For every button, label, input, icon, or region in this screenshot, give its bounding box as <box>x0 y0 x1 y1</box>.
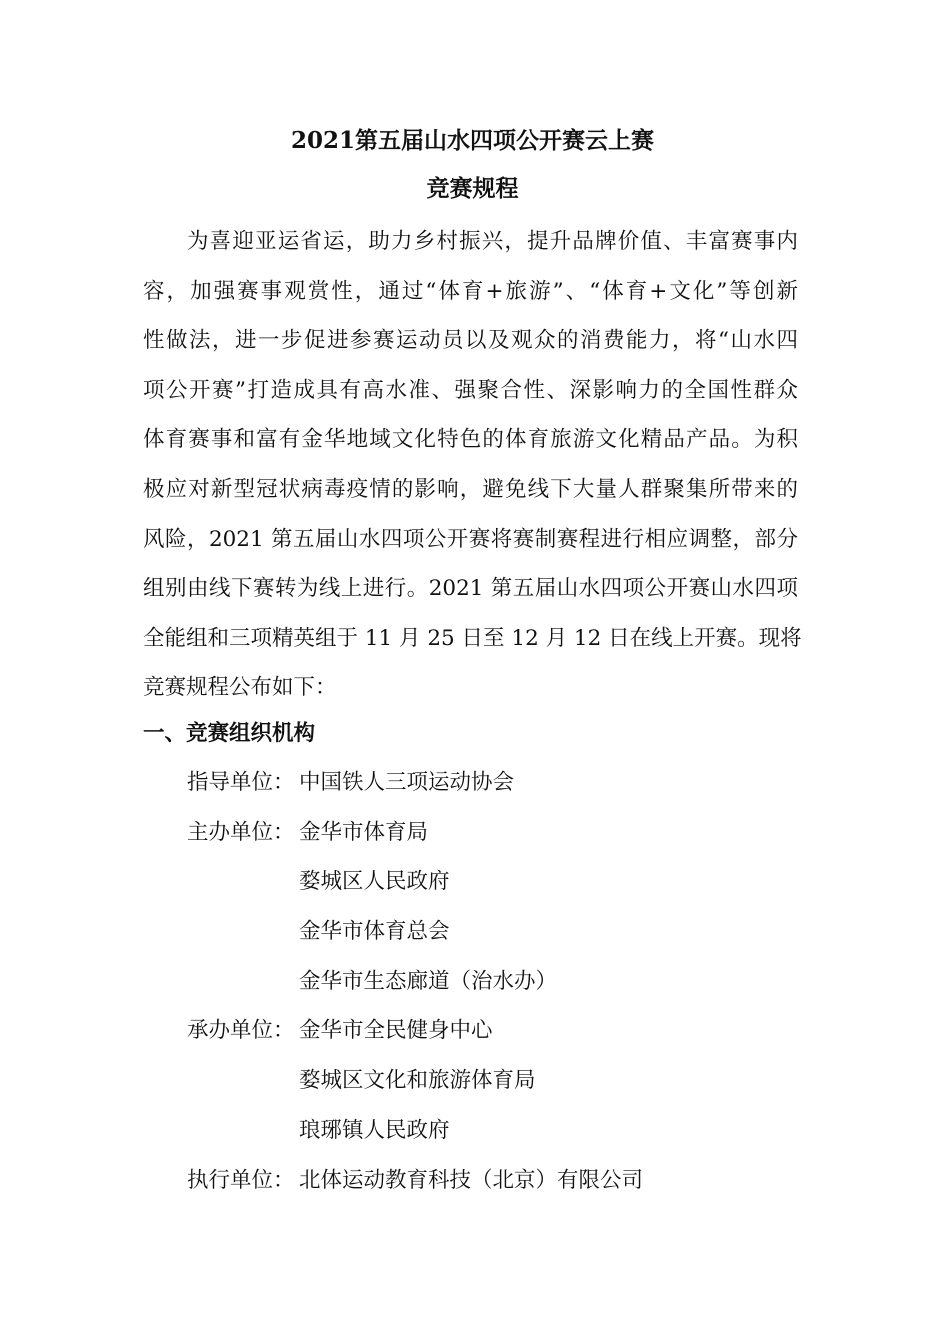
org-row <box>187 1156 807 1206</box>
paragraph-line: 性做法，进一步促进参赛运动员以及观众的消费能力，将“山水四 <box>143 328 798 354</box>
org-row <box>187 957 807 1007</box>
org-label: 执行单位： <box>187 1167 295 1193</box>
org-row <box>187 1106 807 1156</box>
org-row <box>187 758 807 808</box>
paragraph-line: 项公开赛”打造成具有高水准、强聚合性、深影响力的全国性群众 <box>143 377 798 403</box>
paragraph-line: 体育赛事和富有金华地域文化特色的体育旅游文化精品产品。为积 <box>143 427 798 453</box>
document-title: 2021第五届山水四项公开赛云上赛 <box>290 127 654 154</box>
paragraph-line: 竞赛规程公布如下： <box>143 675 337 701</box>
organization-list <box>187 758 807 1205</box>
org-label <box>187 957 299 1007</box>
org-row <box>187 808 807 858</box>
paragraph-line: 风险，2021 第五届山水四项公开赛将赛制赛程进行相应调整，部分 <box>143 526 798 552</box>
document-subtitle: 竞赛规程 <box>426 175 519 202</box>
paragraph-line: 组别由线下赛转为线上进行。2021 第五届山水四项公开赛山水四项 <box>143 576 798 602</box>
paragraph-line: 全能组和三项精英组于 11 月 25 日至 12 月 12 日在线上开赛。现将 <box>143 625 802 651</box>
org-value: 琅琊镇人民政府 <box>299 1117 450 1143</box>
org-label <box>187 1106 299 1156</box>
org-label: 承办单位： <box>187 1018 295 1044</box>
intro-paragraph <box>143 217 802 713</box>
org-label: 主办单位： <box>187 819 295 845</box>
org-value: 婺城区文化和旅游体育局 <box>299 1068 536 1094</box>
paragraph-line: 容，加强赛事观赏性，通过“体育+旅游”、“体育+文化”等创新 <box>143 278 798 304</box>
section-heading: 一、竞赛组织机构 <box>143 721 316 746</box>
org-label <box>187 857 299 907</box>
paragraph-line: 极应对新型冠状病毒疫情的影响，避免线下大量人群聚集所带来的 <box>143 476 798 502</box>
org-row <box>187 857 807 907</box>
org-value: 中国铁人三项运动协会 <box>299 770 515 795</box>
paragraph-line: 为喜迎亚运省运，助力乡村振兴，提升品牌价值、丰富赛事内 <box>187 229 798 254</box>
org-value: 金华市体育局 <box>299 819 429 845</box>
org-row <box>187 1056 807 1106</box>
org-value: 婺城区人民政府 <box>299 869 450 895</box>
org-value: 北体运动教育科技（北京）有限公司 <box>299 1167 644 1193</box>
org-value: 金华市生态廊道（治水办） <box>299 968 558 994</box>
org-row <box>187 907 807 957</box>
org-label <box>187 1056 299 1106</box>
org-label: 指导单位： <box>187 770 295 795</box>
org-label <box>187 907 299 957</box>
org-row <box>187 1006 807 1056</box>
org-value: 金华市体育总会 <box>299 919 450 945</box>
org-value: 金华市全民健身中心 <box>299 1018 493 1044</box>
